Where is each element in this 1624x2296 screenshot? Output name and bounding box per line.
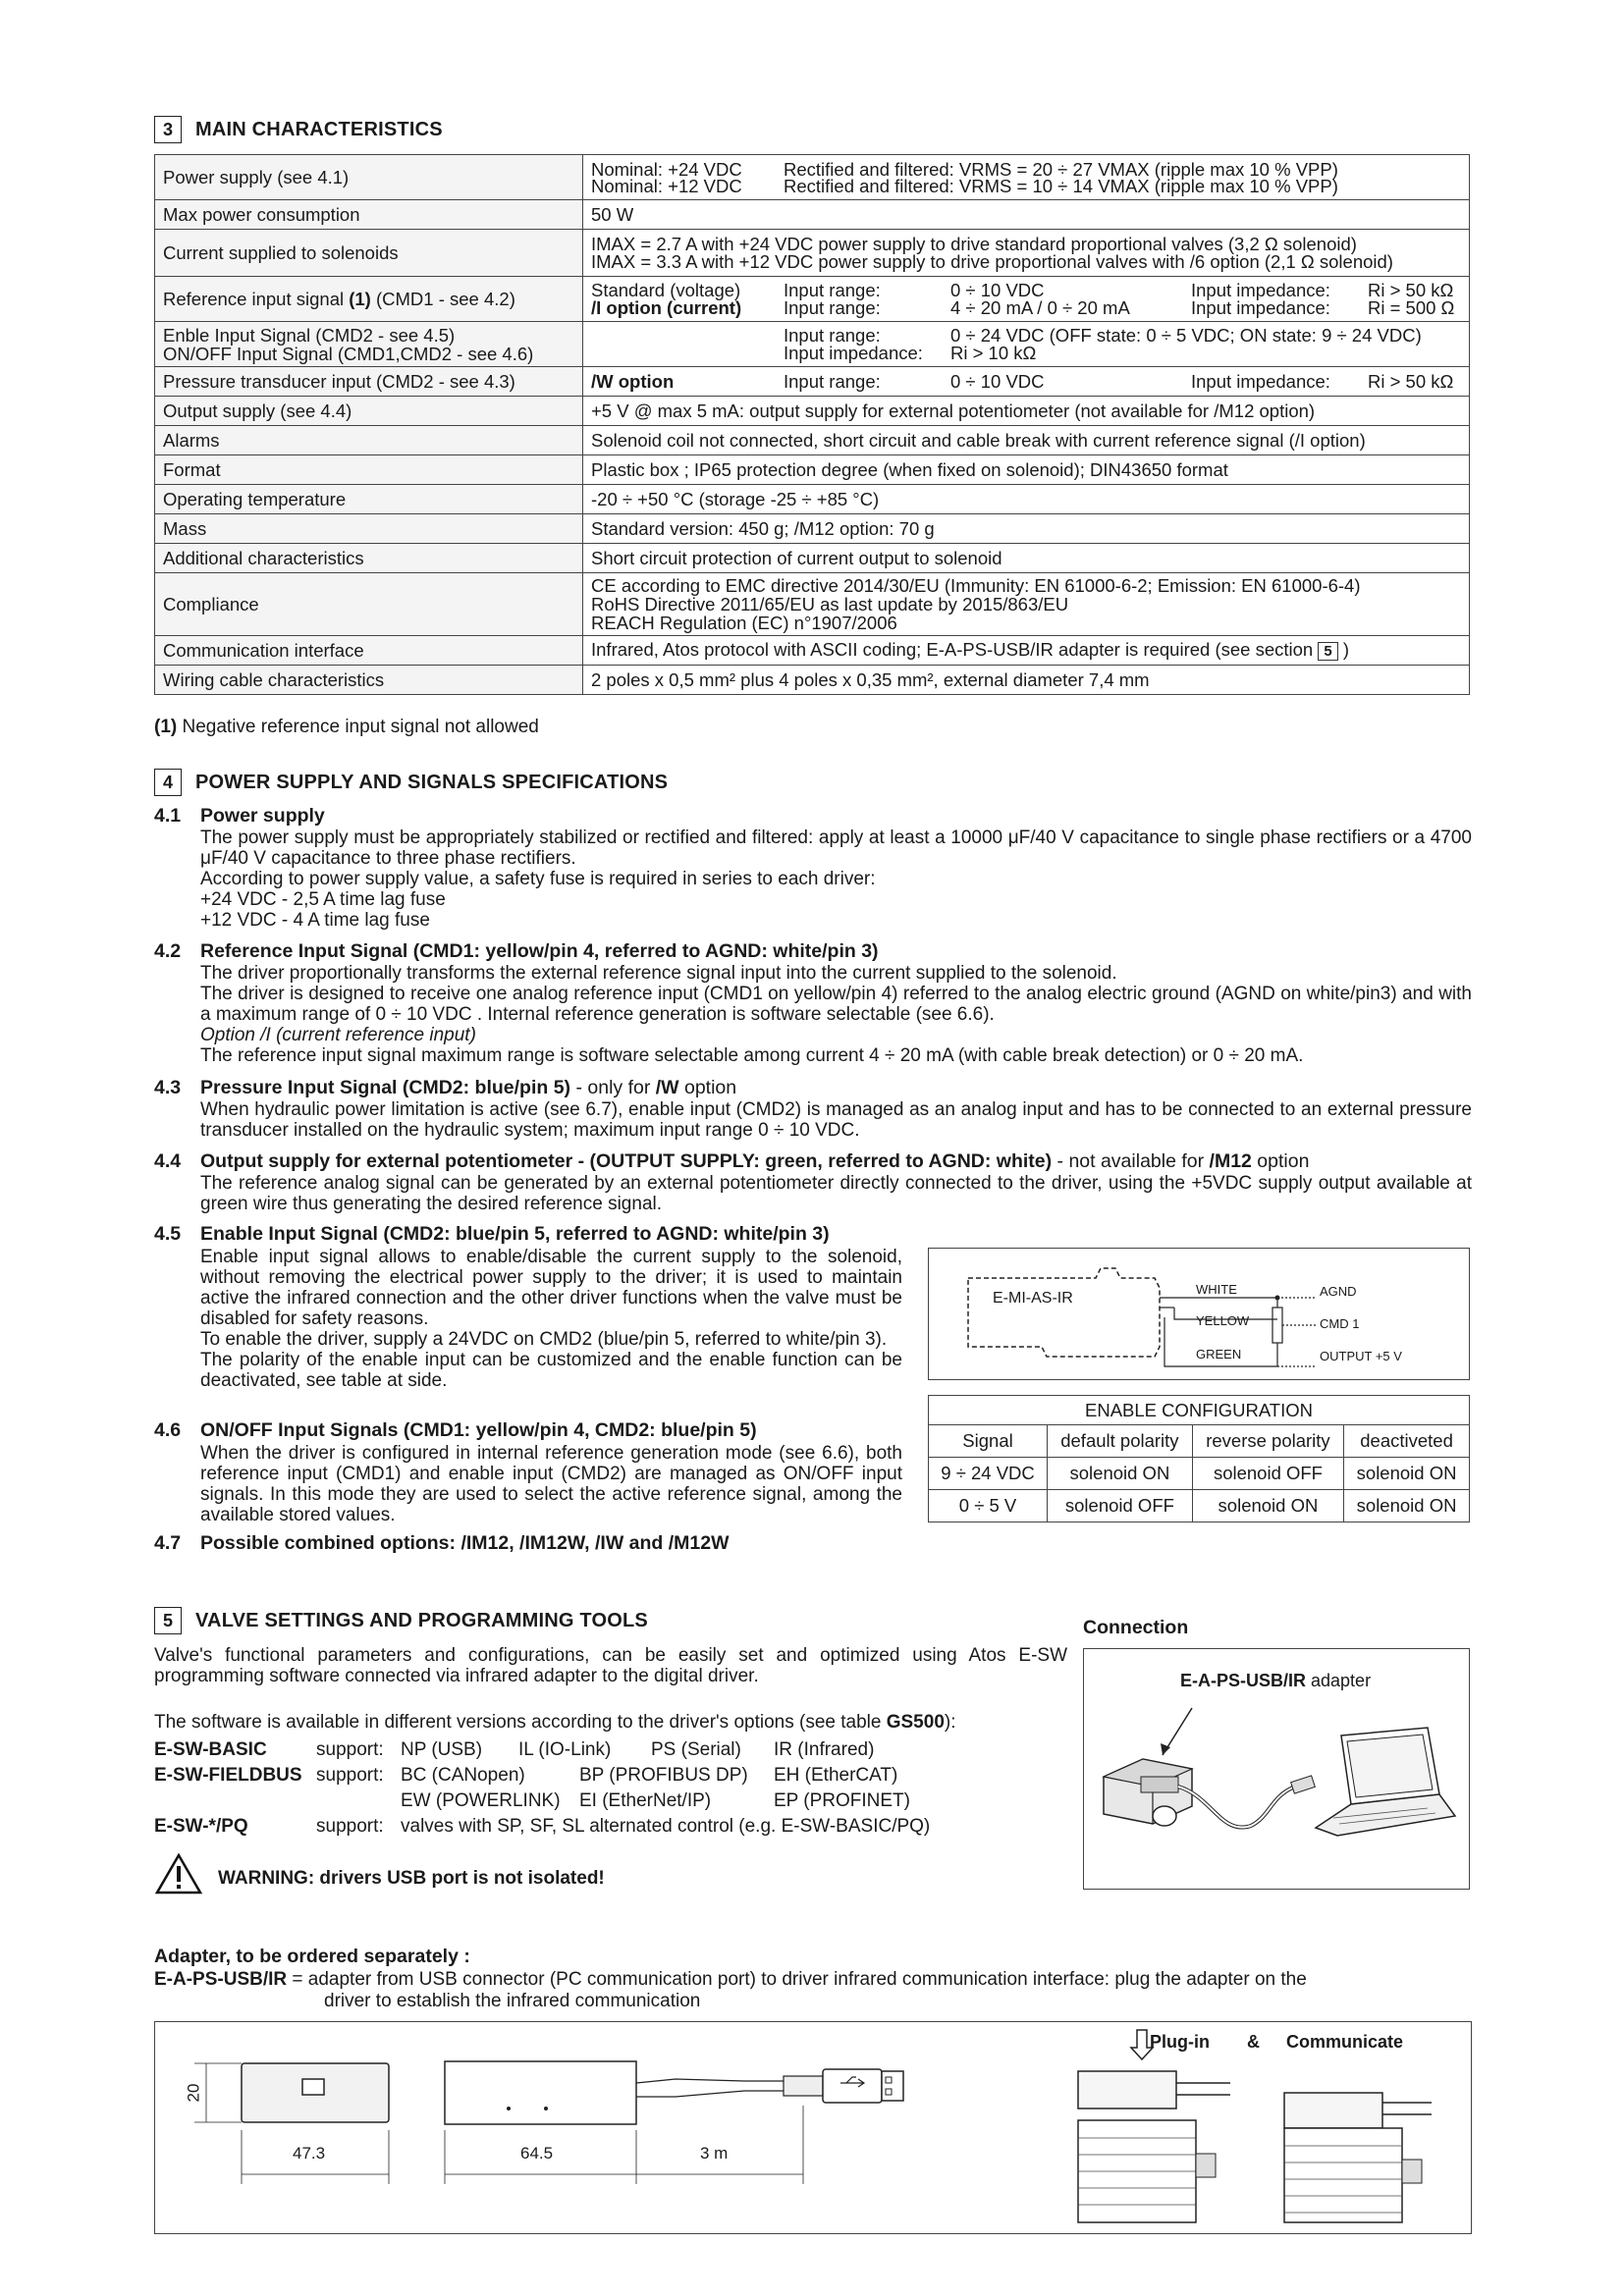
text-line: The polarity of the enable input can be customized and the enable function can be deactivated, see table at side. [200,1350,902,1391]
table-cell: solenoid OFF [1192,1458,1343,1490]
value-text: Input impedance: [784,342,923,363]
column-header: reverse polarity [1192,1425,1343,1458]
row-label: Reference input signal (1) (CMD1 - see 4.2) [155,277,583,322]
row-label: Wiring cable characteristics [155,666,583,695]
row-label [155,322,583,367]
plug-in-label: Plug-in [1150,2032,1210,2052]
paragraph [200,828,1472,931]
dimension-cable-length: 3 m [700,2144,729,2163]
subsection-title: Power supply [200,805,325,827]
row-label: Mass [155,514,583,544]
value-text: ) [1342,638,1350,660]
paragraph: When hydraulic power limitation is active (see 6.7), enable input (CMD2) is managed as an analog input and has to be connected to an external pressure transducer installed on the hydraulic system; maximum input range 0 ÷ 10 VDC. [200,1099,1472,1141]
support-item: EH (EtherCAT) [774,1765,898,1786]
adapter-drawing [1104,1759,1192,1826]
table-row [929,1490,1470,1522]
subsection-number: 4.4 [154,1150,182,1172]
table-row [155,397,1470,426]
label-text: ON/OFF Input Signal (CMD1,CMD2 - see 4.6) [163,343,534,364]
subsection-title: - only for [570,1077,656,1098]
warning-text: WARNING: drivers USB port is not isolated! [218,1868,605,1889]
support-item: EW (POWERLINK) [401,1790,561,1811]
value-text: Input range: [784,370,881,392]
support-item: IR (Infrared) [774,1739,875,1760]
adapter-name: E-A-PS-USB/IR [1180,1671,1307,1690]
table-footnote [154,717,539,738]
support-item: EI (EtherNet/IP) [579,1790,712,1811]
row-value [583,636,1470,666]
table-title: ENABLE CONFIGURATION [929,1396,1470,1425]
table-cell: solenoid OFF [1048,1490,1193,1522]
table-row [155,573,1470,636]
label-text: Enble Input Signal (CMD2 - see 4.5) [163,324,456,346]
value-text: Ri > 50 kΩ [1368,370,1454,392]
support-label: support: [316,1765,384,1786]
dimension-drawing [154,2021,1472,2234]
value-text: Infrared, Atos protocol with ASCII coding; E-A-PS-USB/IR adapter is required (see section [591,638,1314,660]
warning-icon [154,1852,203,1896]
row-label: Power supply (see 4.1) [155,155,583,200]
text-line: The reference input signal maximum range is software selectable among current 4 ÷ 20 mA (with cable break detection) or 0 ÷ 20 mA. [200,1045,1304,1066]
row-value: Plastic box ; IP65 protection degree (when fixed on solenoid); DIN43650 format [583,455,1470,485]
table-row [155,544,1470,573]
paragraph [200,963,1472,1066]
section-number: 5 [154,1607,182,1634]
value-text: Ri = 500 Ω [1368,296,1455,318]
row-label: Format [155,455,583,485]
value-text: Nominal: +24 VDC [591,158,742,180]
row-label: Pressure transducer input (CMD2 - see 4.3) [155,367,583,397]
row-label: Communication interface [155,636,583,666]
subsection-heading [154,940,879,963]
table-row [155,666,1470,695]
row-label: Max power consumption [155,200,583,230]
row-value: 2 poles x 0,5 mm² plus 4 poles x 0,35 mm², external diameter 7,4 mm [583,666,1470,695]
table-cell: solenoid ON [1344,1458,1470,1490]
terminal-label: OUTPUT +5 V [1320,1349,1402,1363]
table-row [155,426,1470,455]
main-characteristics-table [154,154,1470,695]
row-label: Current supplied to solenoids [155,230,583,277]
potentiometer [1272,1308,1282,1343]
dimension-graphic [155,2022,1471,2233]
table-row [155,230,1470,277]
footnote-marker: (1) [154,717,178,737]
value-text: Input range: [784,279,881,300]
column-header: Signal [929,1425,1048,1458]
text-line: Option /I (current reference input) [200,1025,476,1045]
section-4-header [154,769,668,796]
subsection-heading [154,1419,757,1442]
usb-plug [823,2069,882,2103]
dimension-width: 64.5 [520,2144,554,2163]
list-item [154,1814,930,1840]
row-value: -20 ÷ +50 °C (storage -25 ÷ +85 °C) [583,485,1470,514]
value-text: Input range: [784,324,881,346]
value-text: 0 ÷ 10 VDC [950,370,1045,392]
connection-title: Connection [1083,1617,1189,1638]
wire-label: GREEN [1196,1347,1242,1362]
paragraph: The reference analog signal can be generated by an external potentiometer directly connected to the driver, using the +5VDC supply output available at green wire thus generating the desired reference signal. [200,1173,1472,1214]
subsection-number: 4.1 [154,805,182,827]
table-cell: 0 ÷ 5 V [929,1490,1048,1522]
row-label: Alarms [155,426,583,455]
connection-illustration [1083,1648,1470,1890]
value-text: 4 ÷ 20 mA / 0 ÷ 20 mA [950,296,1130,318]
table-row [929,1458,1470,1490]
row-value: Solenoid coil not connected, short circuit and cable break with current reference signal (/I option) [583,426,1470,455]
row-value [583,573,1470,636]
terminal-label: CMD 1 [1320,1316,1360,1331]
table-cell: solenoid ON [1344,1490,1470,1522]
communicate-label: Communicate [1286,2032,1404,2052]
text-line: +12 VDC - 4 A time lag fuse [200,910,430,931]
value-text: IMAX = 2.7 A with +24 VDC power supply to drive standard proportional valves (3,2 Ω solenoid) [591,233,1357,254]
dimension-width: 47.3 [293,2144,326,2163]
subsection-title: Output supply for external potentiometer - (OUTPUT SUPPLY: green, referred to AGND: white) [200,1150,1053,1172]
subsection-number: 4.7 [154,1532,182,1554]
value-text: 0 ÷ 10 VDC [950,279,1045,300]
row-value [583,230,1470,277]
row-value [583,367,1470,397]
text-line: The driver is designed to receive one analog reference input (CMD1 on yellow/pin 4) referred to the analog electric ground (AGND on white/pin3) and with a maximum range of 0 ÷ 10 VDC . Internal reference generation is software selectable (see 6.6). [200,984,1472,1025]
software-name: E-SW-*/PQ [154,1816,248,1837]
subsection-number: 4.5 [154,1223,182,1245]
value-text: REACH Regulation (EC) n°1907/2006 [591,613,897,633]
row-label: Compliance [155,573,583,636]
subsection-title: option [678,1077,737,1098]
support-item: BP (PROFIBUS DP) [579,1765,748,1786]
subsection-title: option [1251,1150,1310,1172]
section-title: MAIN CHARACTERISTICS [195,118,443,140]
row-label: Output supply (see 4.4) [155,397,583,426]
row-value: Short circuit protection of current output to solenoid [583,544,1470,573]
device-label: E-MI-AS-IR [993,1290,1073,1307]
value-text: IMAX = 3.3 A with +12 VDC power supply to drive proportional valves with /6 option (2,1 Ω solenoid) [591,250,1393,272]
ampersand-label: & [1247,2032,1260,2052]
list-item [154,1789,930,1814]
text-segment: The software is available in different versions according to the driver's options (see table [154,1712,887,1733]
table-row [155,485,1470,514]
subsection-title: - not available for [1052,1150,1210,1172]
table-header-row [929,1425,1470,1458]
paragraph: Valve's functional parameters and configurations, can be easily set and optimized using Atos E-SW programming software connected via infrared adapter to the digital driver. [154,1645,1067,1686]
software-name: E-SW-BASIC [154,1739,267,1760]
paragraph [200,1247,902,1391]
adapter-top-view [445,2061,636,2124]
adapter-suffix: adapter [1306,1671,1372,1690]
subsection-heading [154,1532,729,1555]
table-cell: solenoid ON [1048,1458,1193,1490]
footnote-text: Negative reference input signal not allowed [177,717,539,737]
text-line: The driver proportionally transforms the external reference signal input into the current supplied to the solenoid. [200,963,1117,984]
table-row [155,277,1470,322]
row-value: Standard version: 450 g; /M12 option: 70 g [583,514,1470,544]
value-text: Ri > 10 kΩ [950,342,1037,363]
list-item [154,1737,930,1763]
row-label: Operating temperature [155,485,583,514]
value-text: /W option [591,370,675,392]
software-name: E-SW-FIELDBUS [154,1765,302,1786]
order-product-code: E-A-PS-USB/IR [154,1969,288,1990]
order-title: Adapter, to be ordered separately : [154,1946,470,1967]
text-line: Enable input signal allows to enable/disable the current supply to the solenoid, without removing the electrical power supply to the driver; it is used to maintain active the infrared connection and the other driver functions when the valve must be disabled for safety reasons. [200,1247,902,1329]
column-header: deactiveted [1344,1425,1470,1458]
row-value [583,155,1470,200]
table-title-row [929,1396,1470,1425]
subsection-heading [154,1223,830,1246]
text-line: The power supply must be appropriately stabilized or rectified and filtered: apply at least a 10000 μF/40 V capacitance to single phase rectifiers or a 4700 μF/40 V capacitance to three phase rectifiers. [200,828,1472,869]
subsection-number: 4.3 [154,1077,182,1098]
support-item: BC (CANopen) [401,1765,525,1786]
row-value: +5 V @ max 5 mA: output supply for external potentiometer (not available for /M12 option) [583,397,1470,426]
laptop-drawing [1316,1728,1455,1836]
section-number: 3 [154,116,182,143]
software-list [154,1737,930,1840]
section-5-header [154,1607,648,1634]
table-cell: 9 ÷ 24 VDC [929,1458,1048,1490]
value-text: Rectified and filtered: VRMS = 20 ÷ 27 VMAX (ripple max 10 % VPP) [784,158,1338,180]
table-row [155,514,1470,544]
driver-outline [968,1268,1160,1357]
table-row [155,636,1470,666]
column-header: default polarity [1048,1425,1193,1458]
row-value [583,277,1470,322]
support-item: EP (PROFINET) [774,1790,910,1811]
text-line: To enable the driver, supply a 24VDC on CMD2 (blue/pin 5, referred to white/pin 3). [200,1329,888,1350]
table-row [155,155,1470,200]
text-segment: GS500 [886,1712,945,1733]
value-text: Input impedance: [1191,370,1330,392]
support-item: PS (Serial) [651,1739,741,1760]
section-ref-badge: 5 [1318,642,1337,661]
section-number: 4 [154,769,182,796]
value-text: Input impedance: [1191,279,1330,300]
wire-label: YELLOW [1196,1313,1250,1328]
support-item: valves with SP, SF, SL alternated control (e.g. E-SW-BASIC/PQ) [401,1816,931,1837]
support-item: NP (USB) [401,1739,483,1760]
row-value: 50 W [583,200,1470,230]
value-text: Input range: [784,296,881,318]
subsection-heading [154,1077,736,1099]
enable-configuration-table [928,1395,1470,1522]
subsection-title: Reference Input Signal (CMD1: yellow/pin 4, referred to AGND: white/pin 3) [200,940,879,962]
value-text: /I option (current) [591,296,742,318]
subsection-title: /M12 [1209,1150,1252,1172]
table-cell: solenoid ON [1192,1490,1343,1522]
text-segment: ): [944,1712,956,1733]
wiring-diagram [928,1248,1470,1380]
value-text: Nominal: +12 VDC [591,175,742,196]
subsection-title: Pressure Input Signal (CMD2: blue/pin 5) [200,1077,571,1098]
section-title: POWER SUPPLY AND SIGNALS SPECIFICATIONS [195,771,669,793]
table-row [155,322,1470,367]
value-text: RoHS Directive 2011/65/EU as last update by 2015/863/EU [591,594,1069,614]
wire-label: WHITE [1196,1282,1237,1297]
section-title: VALVE SETTINGS AND PROGRAMMING TOOLS [195,1609,648,1631]
subsection-heading [154,1150,1309,1173]
table-row [155,455,1470,485]
subsection-title: Possible combined options: /IM12, /IM12W, /IW and /M12W [200,1532,730,1554]
paragraph [154,1712,956,1734]
subsection-heading [154,805,325,828]
value-text: Input impedance: [1191,296,1330,318]
order-text: driver to establish the infrared communication [324,1991,701,2011]
dimension-height: 20 [184,2083,203,2103]
paragraph: When the driver is configured in internal reference generation mode (see 6.6), both reference input (CMD1) and enable input (CMD2) are managed as ON/OFF input signals. In this mode they are used to select the active reference signal, among the available stored values. [200,1443,902,1525]
value-text: Standard (voltage) [591,279,741,300]
subsection-title: Enable Input Signal (CMD2: blue/pin 5, referred to AGND: white/pin 3) [200,1223,830,1245]
list-item [154,1763,930,1789]
row-label: Additional characteristics [155,544,583,573]
subsection-title: ON/OFF Input Signals (CMD1: yellow/pin 4, CMD2: blue/pin 5) [200,1419,757,1441]
text-line: According to power supply value, a safety fuse is required in series to each driver: [200,869,876,889]
section-3-header [154,116,443,143]
subsection-number: 4.6 [154,1419,182,1441]
order-description [154,1969,1470,1990]
usb-port-icon [302,2079,324,2095]
support-label: support: [316,1816,384,1837]
value-text: CE according to EMC directive 2014/30/EU (Immunity: EN 61000-6-2; Emission: EN 61000-6-4) [591,575,1361,596]
subsection-title: /W [655,1077,679,1098]
table-row [155,200,1470,230]
connection-graphic [1084,1649,1469,1889]
value-text: 0 ÷ 24 VDC (OFF state: 0 ÷ 5 VDC; ON state: 9 ÷ 24 VDC) [950,324,1422,346]
terminal-label: AGND [1320,1284,1357,1299]
support-label: support: [316,1739,384,1760]
text-line: +24 VDC - 2,5 A time lag fuse [200,889,446,910]
support-item: IL (IO-Link) [518,1739,612,1760]
order-text: = adapter from USB connector (PC communication port) to driver infrared communication interface: plug the adapter on the [287,1969,1307,1990]
value-text: Ri > 50 kΩ [1368,279,1454,300]
row-value [583,322,1470,367]
table-row [155,367,1470,397]
subsection-number: 4.2 [154,940,182,962]
value-text: Rectified and filtered: VRMS = 10 ÷ 14 VMAX (ripple max 10 % VPP) [784,175,1338,196]
